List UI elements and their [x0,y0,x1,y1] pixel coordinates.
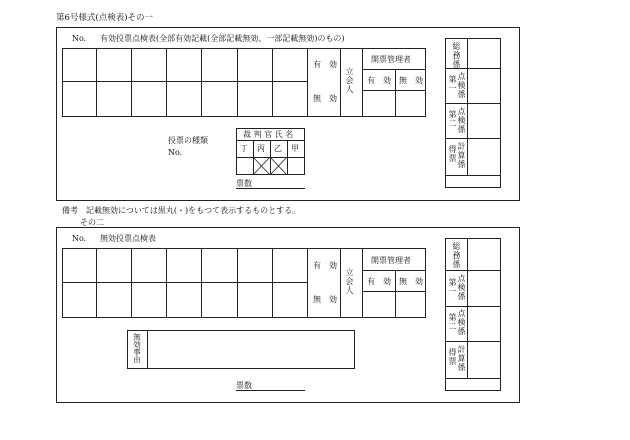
side-two-tenken1-b: 点検係 [457,274,466,301]
section-one-hyosu-label: 票数 [236,179,252,188]
side-two-tenken2-a: 第二 [448,313,457,331]
section-one-no-label: No. [72,34,87,43]
side-two-keisan-a: 得票 [448,348,457,366]
form-title: 第6号様式(点検表)その一 [56,13,154,23]
section-two-no-label: No. [72,234,87,243]
side-one-tenken1-a: 第一 [448,75,457,93]
section-one-muko-label: 無 効 [313,94,337,103]
section-one-tachiai-label: 立会人 [345,67,354,94]
candidate-mark-ko: 甲 [291,144,299,153]
muko-jiyu-box [127,330,355,369]
section-two-yuko-label: 有 効 [313,261,337,270]
section-one-kaihyo-muko: 無 効 [399,76,423,85]
side-one-keisan-b: 計算係 [457,142,466,169]
muko-jiyu-label: 無効事由 [132,333,142,363]
section-two-kaihyo-header: 開票管理者 [371,256,411,265]
candidate-crossed-cells [236,157,305,175]
section-two-title: 無効投票点検表 [100,234,156,243]
side-two-somu: 総務係 [452,242,461,269]
section-one-shubetsu-label: 投票の種類 [168,136,208,145]
section-one-yuko-label: 有 効 [313,60,337,69]
side-two-tenken2-b: 点検係 [457,309,466,336]
section-two-heading: その二 [80,218,104,227]
section-two-kaihyo-yuko: 有 効 [367,277,391,286]
candidate-mark-tei: 丁 [240,144,248,153]
section-one-kaihyo-yuko: 有 効 [367,76,391,85]
section-one-title: 有効投票点検表(全部有効記載(全部記載無効、一部記載無効)のもの) [100,34,345,43]
section-one-kaihyo-header: 開票管理者 [371,55,411,64]
section-two-kaihyo-muko: 無 効 [399,277,423,286]
side-two-tenken1-a: 第一 [448,278,457,296]
section-two-tachiai-label: 立会人 [345,268,354,295]
biko-note: 備考 記載無効については黒丸(・)をもつて表示するものとする。 [62,206,301,215]
side-one-keisan-a: 得票 [448,145,457,163]
section-two-muko-label: 無 効 [313,295,337,304]
side-two-keisan-b: 計算係 [457,345,466,372]
side-one-tenken2-a: 第二 [448,110,457,128]
side-one-tenken2-b: 点検係 [457,107,466,134]
side-one-somu: 総務係 [452,42,461,69]
section-two-hyosu-label: 票数 [236,381,252,390]
candidate-mark-otsu: 乙 [274,144,282,153]
section-one-shubetsu-no: No. [168,148,183,157]
candidate-table-header: 裁 判 官 氏 名 [243,130,294,139]
candidate-mark-hei: 丙 [257,144,265,153]
side-one-tenken1-b: 点検係 [457,72,466,99]
